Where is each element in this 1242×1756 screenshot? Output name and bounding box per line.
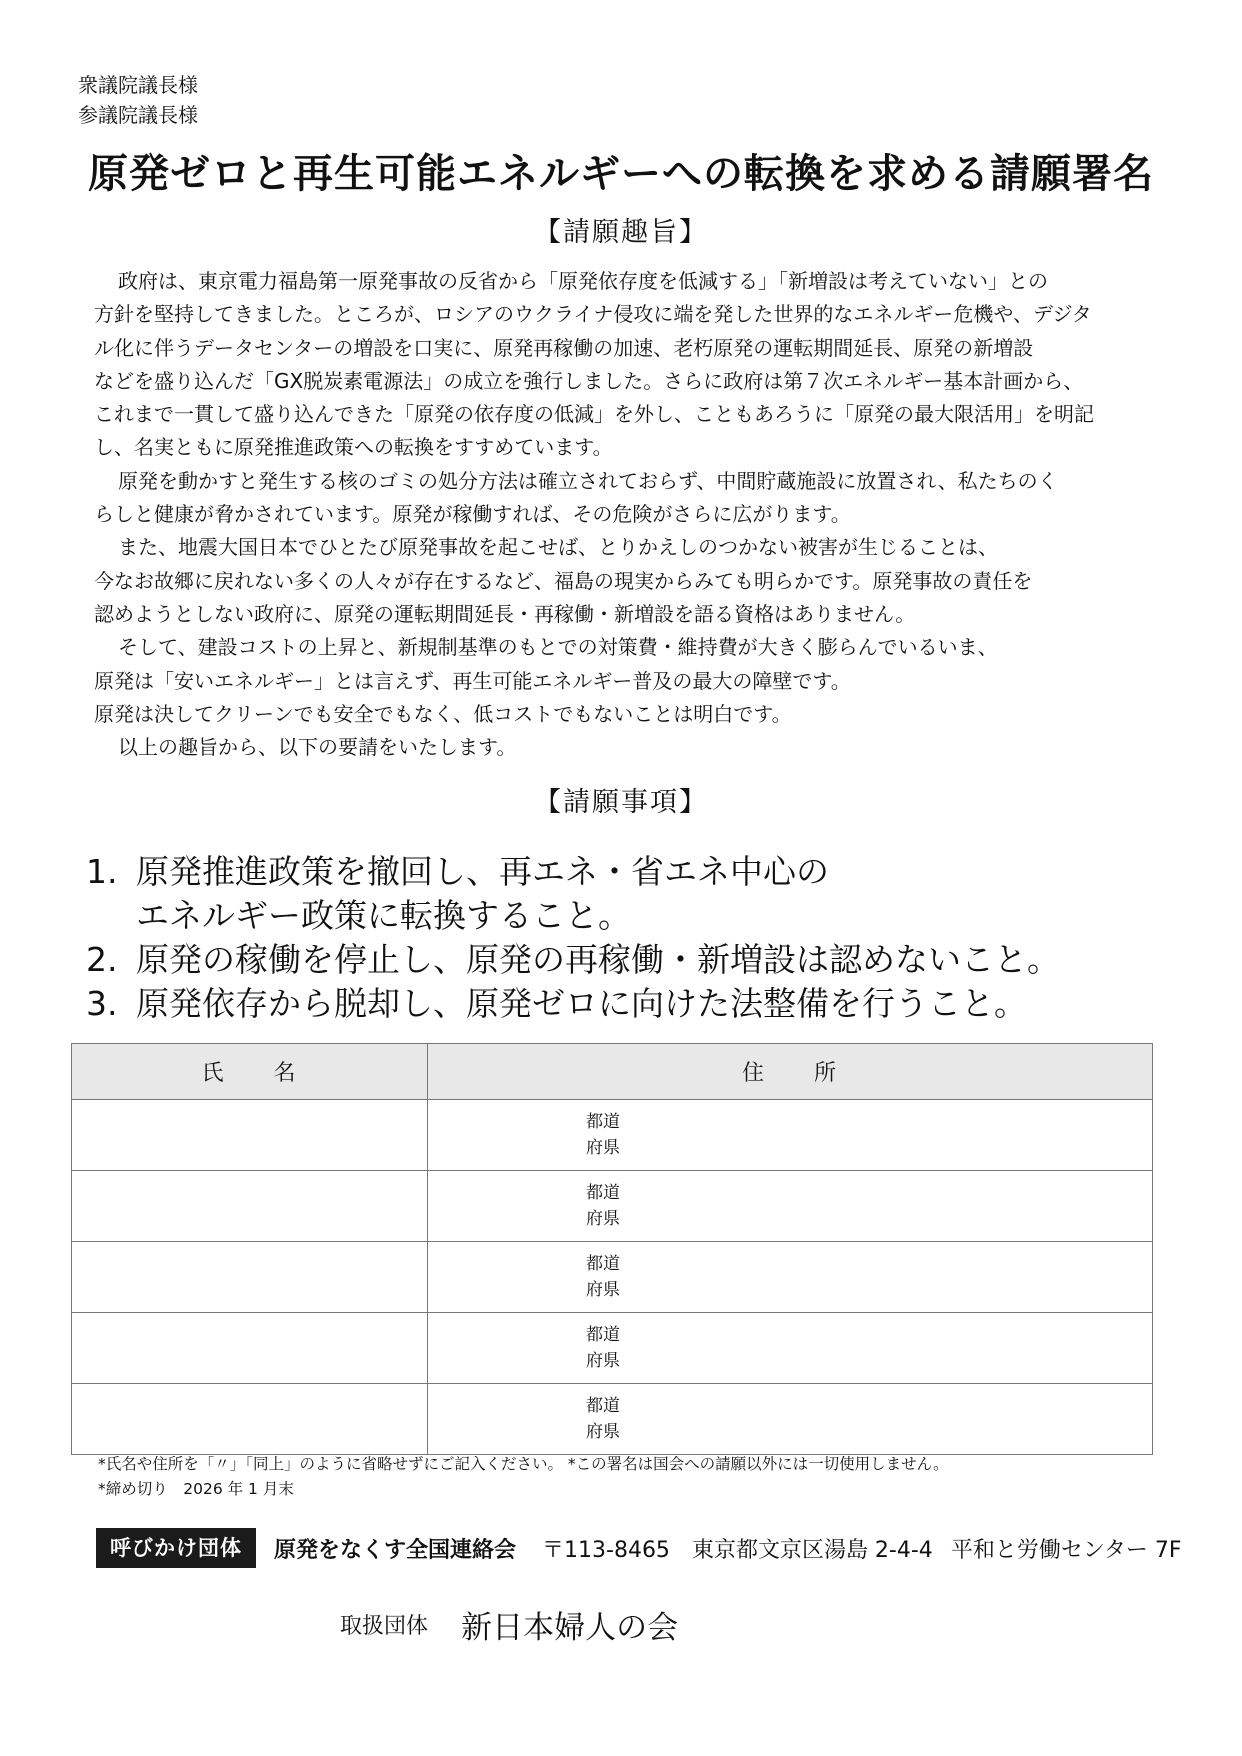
purpose-line: 今なお故郷に戻れない多くの人々が存在するなど、福島の現実からみても明らかです。原発事故の責任を <box>94 568 1033 593</box>
column-header-name: 氏 名 <box>72 1044 428 1100</box>
petition-item-number: 2. <box>86 940 118 979</box>
signature-table <box>71 1043 1153 1455</box>
caller-footer <box>96 1528 1182 1568</box>
petition-item-number: 3. <box>86 984 118 1023</box>
prefecture-label: 都道府県 <box>586 1325 620 1371</box>
note-deadline: *締め切り 2026 年 1 月末 <box>98 1480 294 1498</box>
handler-label: 取扱団体 <box>340 1614 429 1639</box>
petition-item-text: エネルギー政策に転換すること。 <box>136 896 631 935</box>
purpose-line: また、地震大国日本でひとたび原発事故を起こせば、とりかえしのつかない被害が生じることは、 <box>118 535 998 560</box>
addressee-lower-house: 衆議院議長様 <box>78 73 198 97</box>
caller-building: 平和と労働センター 7F <box>950 1537 1182 1563</box>
prefecture-label: 都道府県 <box>586 1254 620 1300</box>
purpose-line: 原発は決してクリーンでも安全でもなく、低コストでもないことは明白です。 <box>94 701 792 726</box>
purpose-line: などを盛り込んだ「GX脱炭素電源法」の成立を強行しました。さらに政府は第７次エネルギー基本計画から、 <box>94 368 1084 393</box>
note-instructions: *氏名や住所を「〃」「同上」のように省略せずにご記入ください。 *この署名は国会への請願以外には一切使用しません。 <box>98 1455 949 1473</box>
purpose-line: 以上の趣旨から、以下の要請をいたします。 <box>118 735 517 760</box>
petition-item-text: 原発の稼働を停止し、原発の再稼働・新増設は認めないこと。 <box>136 940 1060 979</box>
handler-organization: 新日本婦人の会 <box>461 1610 679 1646</box>
petition-item-text: 原発依存から脱却し、原発ゼロに向けた法整備を行うこと。 <box>136 984 1027 1023</box>
signature-name-cell[interactable] <box>72 1313 428 1384</box>
purpose-line: らしと健康が脅かされています。原発が稼働すれば、その危険がさらに広がります。 <box>94 502 851 527</box>
prefecture-label: 都道府県 <box>586 1396 620 1442</box>
purpose-heading: 【請願趣旨】 <box>534 217 708 248</box>
signature-name-cell[interactable] <box>72 1384 428 1455</box>
purpose-line: これまで一貫して盛り込んできた「原発の依存度の低減」を外し、こともあろうに「原発の最大限活用」を明記 <box>94 402 1094 427</box>
table-row <box>72 1171 1153 1242</box>
petition-items <box>86 850 1186 1026</box>
table-row <box>72 1313 1153 1384</box>
petition-item <box>86 982 1186 1026</box>
column-header-address: 住 所 <box>428 1044 1153 1100</box>
purpose-line: ル化に伴うデータセンターの増設を口実に、原発再稼働の加速、老朽原発の運転期間延長、原発の新増設 <box>94 335 1034 360</box>
petition-item-number <box>86 894 136 938</box>
prefecture-label: 都道府県 <box>586 1183 620 1229</box>
signature-name-cell[interactable] <box>72 1171 428 1242</box>
caller-organization: 原発をなくす全国連絡会 <box>274 1537 517 1563</box>
purpose-line: 原発は「安いエネルギー」とは言えず、再生可能エネルギー普及の最大の障壁です。 <box>94 668 851 693</box>
table-row <box>72 1384 1153 1455</box>
caller-zip: 〒113-8465 <box>542 1537 670 1563</box>
purpose-line: し、名実ともに原発推進政策への転換をすすめています。 <box>94 435 613 460</box>
table-row <box>72 1242 1153 1313</box>
purpose-line: 政府は、東京電力福島第一原発事故の反省から「原発依存度を低減する」「新増設は考えていない」との <box>118 269 1048 293</box>
petition-item <box>86 938 1186 982</box>
handler-footer <box>340 1602 678 1647</box>
addressees <box>78 70 198 130</box>
signature-address-cell[interactable] <box>428 1242 1153 1313</box>
notes <box>98 1452 949 1502</box>
caller-address: 東京都文京区湯島 2-4-4 <box>691 1537 933 1563</box>
signature-address-cell[interactable] <box>428 1313 1153 1384</box>
signature-address-cell[interactable] <box>428 1384 1153 1455</box>
purpose-line: 認めようとしない政府に、原発の運転期間延長・再稼働・新増設を語る資格はありません。 <box>94 601 916 626</box>
caller-tag: 呼びかけ団体 <box>96 1528 256 1568</box>
purpose-body <box>94 265 1146 764</box>
petition-item-number: 1. <box>86 852 118 891</box>
signature-address-cell[interactable] <box>428 1100 1153 1171</box>
signature-address-cell[interactable] <box>428 1171 1153 1242</box>
petition-item-text: 原発推進政策を撤回し、再エネ・省エネ中心の <box>136 852 829 891</box>
page-title: 原発ゼロと再生可能エネルギーへの転換を求める請願署名 <box>88 151 1154 197</box>
table-row <box>72 1100 1153 1171</box>
purpose-line: そして、建設コストの上昇と、新規制基準のもとでの対策費・維持費が大きく膨らんでいるいま、 <box>118 635 998 660</box>
prefecture-label: 都道府県 <box>586 1112 620 1158</box>
items-heading: 【請願事項】 <box>534 787 708 818</box>
petition-item <box>86 894 1186 938</box>
table-header-row <box>72 1044 1153 1100</box>
addressee-upper-house: 参議院議長様 <box>78 103 198 127</box>
purpose-line: 原発を動かすと発生する核のゴミの処分方法は確立されておらず、中間貯蔵施設に放置され、私たちのく <box>118 468 1058 493</box>
signature-name-cell[interactable] <box>72 1242 428 1313</box>
petition-item <box>86 850 1186 894</box>
purpose-line: 方針を堅持してきました。ところが、ロシアのウクライナ侵攻に端を発した世界的なエネルギー危機や、デジタ <box>94 302 1092 327</box>
signature-name-cell[interactable] <box>72 1100 428 1171</box>
